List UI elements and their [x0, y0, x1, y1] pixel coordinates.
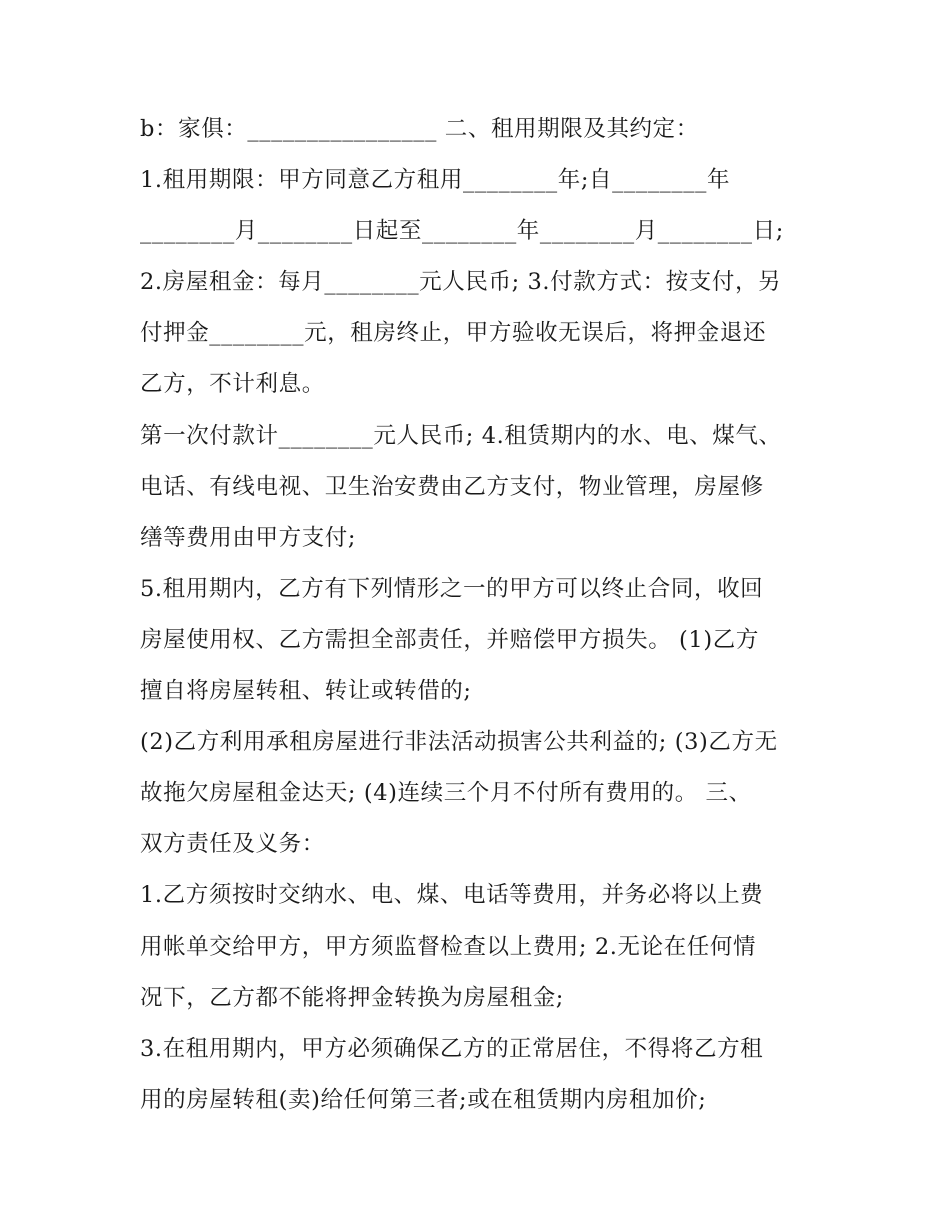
- text-line-12: 擅自将房屋转租、转让或转借的;: [140, 678, 472, 705]
- text-line-16: 1.乙方须按时交纳水、电、煤、电话等费用，并务必将以上费: [140, 882, 764, 909]
- text-line-1: b：家俱：________________ 二、租用期限及其约定：: [140, 116, 699, 142]
- text-line-19: 3.在租用期内，甲方必须确保乙方的正常居住，不得将乙方租: [140, 1035, 764, 1062]
- text-line-11: 房屋使用权、乙方需担全部责任，并赔偿甲方损失。 (1)乙方: [140, 626, 759, 653]
- text-line-20: 用的房屋转租(卖)给任何第三者;或在租赁期内房租加价;: [140, 1086, 707, 1113]
- text-line-10: 5.租用期内，乙方有下列情形之一的甲方可以终止合同，收回: [140, 575, 764, 602]
- text-line-5: 付押金________元，租房终止，甲方验收无误后，将押金退还: [140, 320, 767, 347]
- text-line-6: 乙方，不计利息。: [140, 371, 325, 398]
- text-line-18: 况下，乙方都不能将押金转换为房屋租金;: [140, 984, 564, 1011]
- text-line-13: (2)乙方利用承租房屋进行非法活动损害公共利益的; (3)乙方无: [140, 729, 778, 756]
- text-line-15: 双方责任及义务：: [140, 831, 325, 858]
- text-line-14: 故拖欠房屋租金达天; (4)连续三个月不付所有费用的。 三、: [140, 780, 752, 807]
- text-line-17: 用帐单交给甲方，甲方须监督检查以上费用; 2.无论在任何情: [140, 933, 757, 960]
- text-line-2: 1.租用期限：甲方同意乙方租用________年;自________年: [140, 167, 731, 194]
- text-line-8: 电话、有线电视、卫生治安费由乙方支付，物业管理，房屋修: [140, 473, 764, 500]
- text-line-9: 缮等费用由甲方支付;: [140, 524, 357, 551]
- document-body: [140, 104, 820, 1126]
- text-line-4: 2.房屋租金：每月________元人民币; 3.付款方式：按支付，另: [140, 269, 782, 296]
- text-line-7: 第一次付款计________元人民币; 4.租赁期内的水、电、煤气、: [140, 422, 782, 449]
- text-line-3: ________月________日起至________年________月________日;: [140, 218, 784, 245]
